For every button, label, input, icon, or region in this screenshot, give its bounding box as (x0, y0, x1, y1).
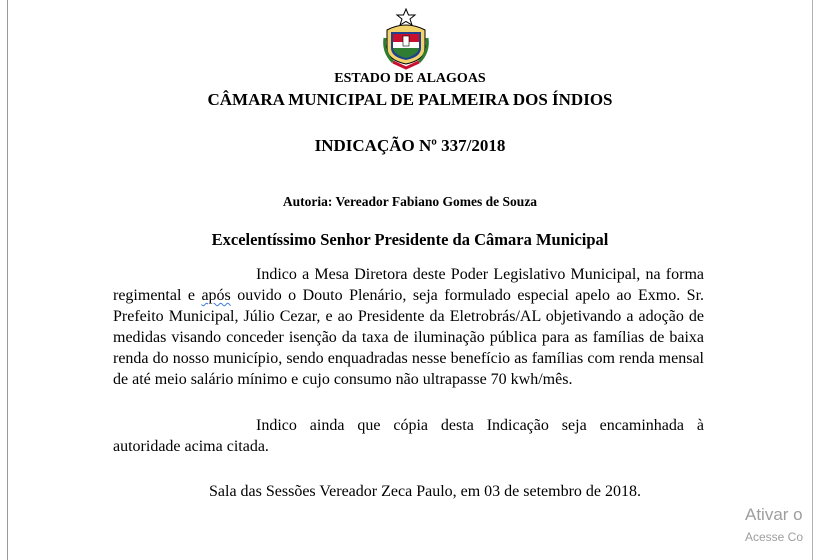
paragraph-1-text-a: Indico a Mesa Diretora deste Poder Legislativo Municipal, na forma regimental e (113, 266, 704, 304)
chamber-heading: CÂMARA MUNICIPAL DE PALMEIRA DOS ÍNDIOS (207, 90, 613, 109)
body-paragraph-2: Indico ainda que cópia desta Indicação seja encaminhada à autoridade acima citada. (113, 417, 704, 455)
activate-windows-watermark-subtitle: Acesse Co (745, 530, 804, 544)
document-title: INDICAÇÃO Nº 337/2018 (314, 136, 506, 155)
closing-line: Sala das Sessões Vereador Zeca Paulo, em 03 de setembro de 2018. (209, 483, 642, 500)
authorship-line: Autoria: Vereador Fabiano Gomes de Souza (282, 194, 538, 209)
spellcheck-flagged-word[interactable]: após (201, 287, 231, 304)
salutation: Excelentíssimo Senhor Presidente da Câmara Municipal (211, 230, 609, 249)
body-paragraph-1 (113, 264, 704, 390)
page-left-border (7, 0, 8, 560)
paragraph-1-text-b: ouvido o Douto Plenário, seja formulado especial apelo ao Exmo. Sr. Prefeito Municipal, Júlio Cezar, e ao Presidente da Eletrobrás/AL objetivando a adoção de medidas visando conceder isenção da taxa de iluminação pública para as famílias de baixa renda do nosso município, sendo enquadradas nesse benefício as famílias com renda mensal de até meio salário mínimo e cujo consumo não ultrapasse 70 kwh/mês. (113, 287, 705, 388)
activate-windows-watermark-title: Ativar o (745, 505, 803, 524)
coat-of-arms-icon (381, 8, 431, 70)
state-heading: ESTADO DE ALAGOAS (334, 71, 486, 86)
page-right-border (812, 0, 813, 560)
